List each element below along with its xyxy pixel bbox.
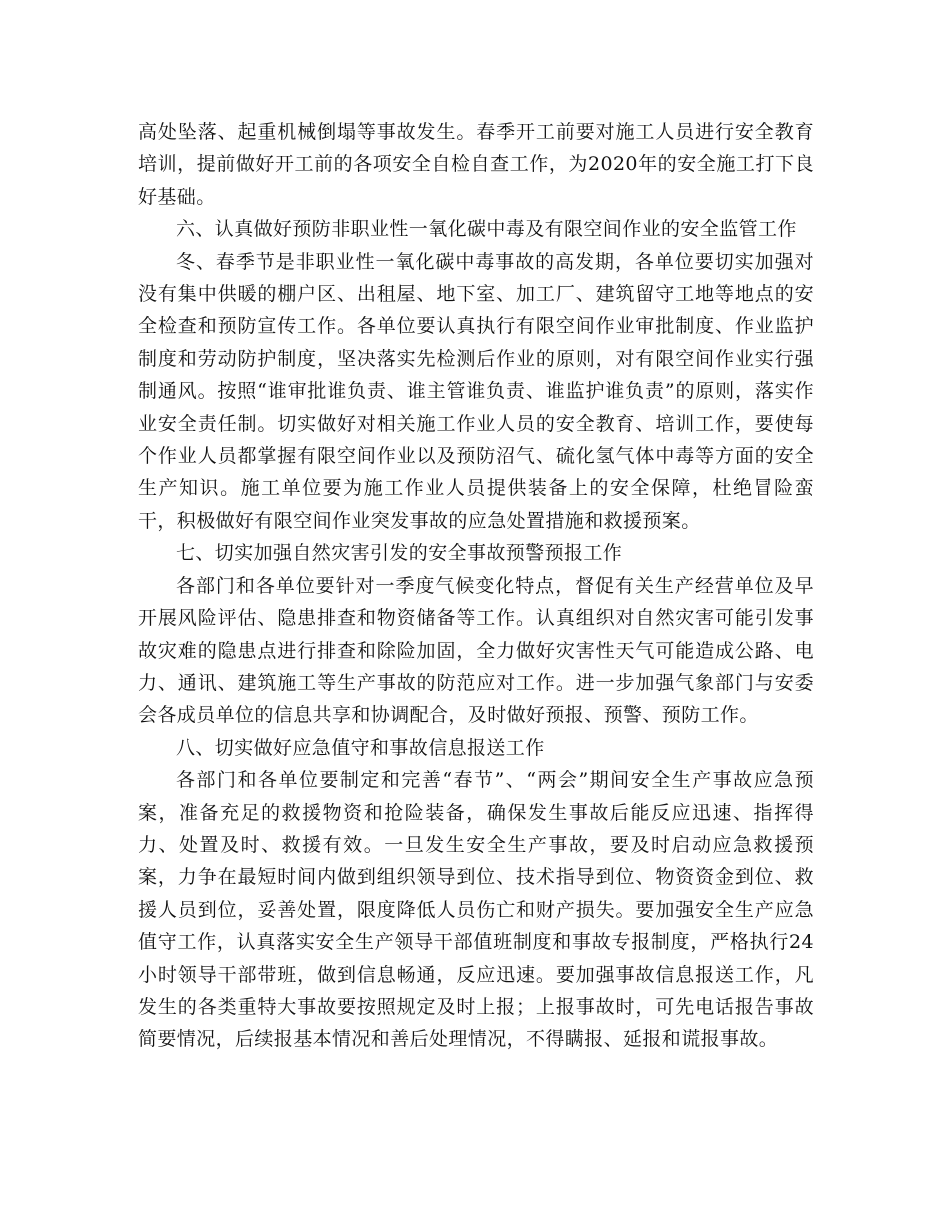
paragraph-continued: 高处坠落、起重机械倒塌等事故发生。春季开工前要对施工人员进行安全教育培训，提前做好开工前的各项安全自检自查工作，为2020年的安全施工打下良好基础。 bbox=[138, 121, 814, 208]
section-heading-8: 八、切实做好应急值守和事故信息报送工作 bbox=[176, 736, 545, 759]
section-heading-6: 六、认真做好预防非职业性一氧化碳中毒及有限空间作业的安全监管工作 bbox=[176, 218, 797, 241]
paragraph-section-6: 冬、春季节是非职业性一氧化碳中毒事故的高发期，各单位要切实加强对没有集中供暖的棚户区、出租屋、地下室、加工厂、建筑留守工地等地点的安全检查和预防宣传工作。各单位要认真执行有限空间作业审批制度、作业监护制度和劳动防护制度，坚决落实先检测后作业的原则，对有限空间作业实行强制通风。按照“谁审批谁负责、谁主管谁负责、谁监护谁负责”的原则，落实作业安全责任制。切实做好对相关施工作业人员的安全教育、培训工作，要使每个作业人员都掌握有限空间作业以及预防沼气、硫化氢气体中毒等方面的安全生产知识。施工单位要为施工作业人员提供装备上的安全保障，杜绝冒险蛮干，积极做好有限空间作业突发事故的应急处置措施和救援预案。 bbox=[138, 250, 814, 532]
section-heading-7: 七、切实加强自然灾害引发的安全事故预警预报工作 bbox=[176, 542, 623, 565]
document-body bbox=[138, 116, 814, 1056]
paragraph-section-8: 各部门和各单位要制定和完善“春节”、“两会”期间安全生产事故应急预案，准备充足的救援物资和抢险装备，确保发生事故后能反应迅速、指挥得力、处置及时、救援有效。一旦发生安全生产事故，要及时启动应急救援预案，力争在最短时间内做到组织领导到位、技术指导到位、物资资金到位、救援人员到位，妥善处置，限度降低人员伤亡和财产损失。要加强安全生产应急值守工作，认真落实安全生产领导干部值班制度和事故专报制度，严格执行24小时领导干部带班，做到信息畅通，反应迅速。要加强事故信息报送工作，凡发生的各类重特大事故要按照规定及时上报；上报事故时，可先电话报告事故简要情况，后续报基本情况和善后处理情况，不得瞒报、延报和谎报事故。 bbox=[138, 769, 814, 1051]
paragraph-section-7: 各部门和各单位要针对一季度气候变化特点，督促有关生产经营单位及早开展风险评估、隐患排查和物资储备等工作。认真组织对自然灾害可能引发事故灾难的隐患点进行排查和除险加固，全力做好灾害性天气可能造成公路、电力、通讯、建筑施工等生产事故的防范应对工作。进一步加强气象部门与安委会各成员单位的信息共享和协调配合，及时做好预报、预警、预防工作。 bbox=[138, 574, 814, 727]
